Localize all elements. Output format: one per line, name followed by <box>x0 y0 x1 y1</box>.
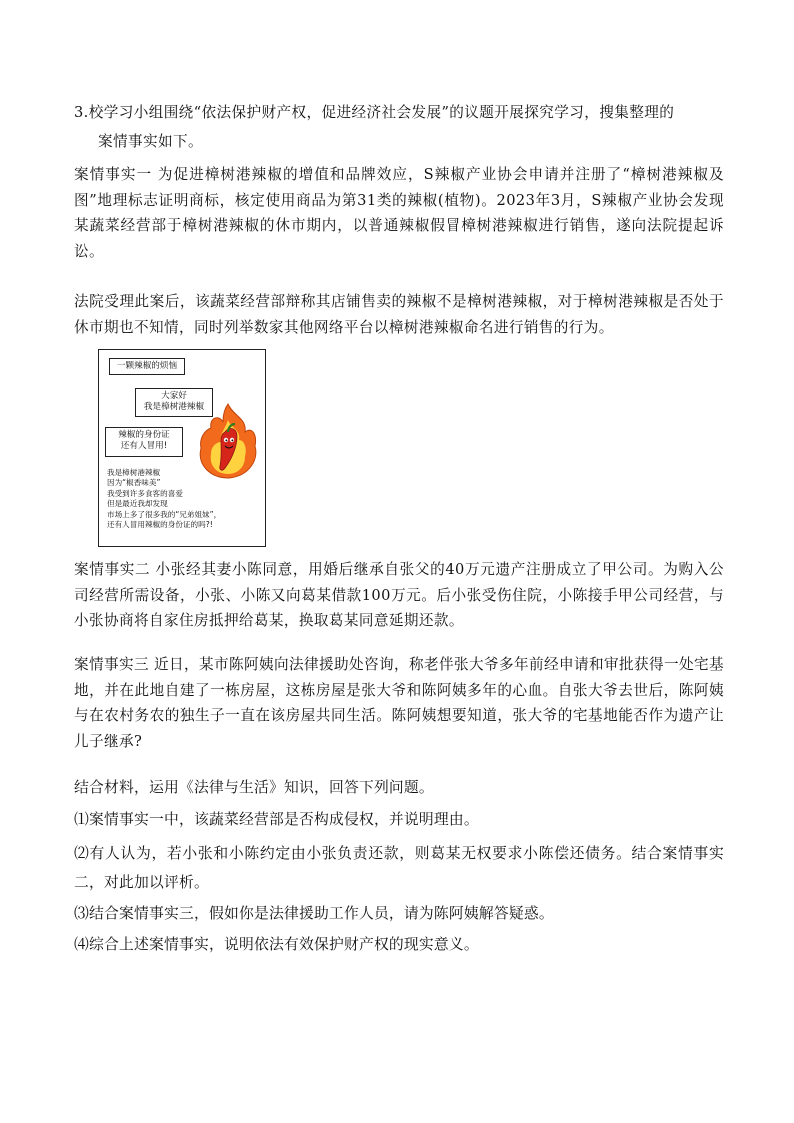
comic-line: 但是最近我却发现 <box>107 499 168 509</box>
question-intro-line1: 3.校学习小组围绕“依法保护财产权，促进经济社会发展”的议题开展探究学习，搜集整理的 <box>74 104 675 121</box>
comic-greeting-line1: 大家好 <box>161 391 187 401</box>
case1-paragraph: 案情事实一 为促进樟树港辣椒的增值和品牌效应，S辣椒产业协会申请并注册了“樟树港辣椒及图”地理标志证明商标，核定使用商品为第31类的辣椒(植物)。2023年3月，S辣椒产业协会发现某蔬菜经营部于樟树港辣椒的休市期内，以普通辣椒假冒樟树港辣椒进行销售，遂向法院提起诉讼。 <box>74 166 724 260</box>
answer-prompt: 结合材料，运用《法律与生活》知识，回答下列问题。 <box>74 779 434 796</box>
question-3: ⑶结合案情事实三，假如你是法律援助工作人员，请为陈阿姨解答疑惑。 <box>74 905 554 922</box>
case1-court-paragraph: 法院受理此案后，该蔬菜经营部辩称其店铺售卖的辣椒不是樟树港辣椒，对于樟树港辣椒是否处于休市期也不知情，同时列举数家其他网络平台以樟树港辣椒命名进行销售的行为。 <box>74 293 724 336</box>
pepper-comic-figure <box>98 349 266 547</box>
question-4: ⑷综合上述案情事实，说明依法有效保护财产权的现实意义。 <box>74 936 479 953</box>
comic-line: 市场上多了很多我的“兄弟姐妹”， <box>107 509 222 519</box>
question-1: ⑴案情事实一中，该蔬菜经营部是否构成侵权，并说明理由。 <box>74 811 479 828</box>
question-intro-line2: 案情事实如下。 <box>98 133 203 150</box>
case3-paragraph: 案情事实三 近日，某市陈阿姨向法律援助处咨询，称老伴张大爷多年前经申请和审批获得一处宅基地，并在此地自建了一栋房屋，这栋房屋是张大爷和陈阿姨多年的心血。自张大爷去世后，陈阿姨与在农村务农的独生子一直在该房屋共同生活。陈阿姨想要知道，张大爷的宅基地能否作为遗产让儿子继承? <box>74 656 724 750</box>
comic-narration <box>107 468 265 530</box>
comic-line: 因为“椒香味美” <box>107 478 161 488</box>
comic-title-bubble <box>109 358 185 375</box>
comic-greeting-line2: 我是樟树港辣椒 <box>143 402 205 412</box>
comic-complaint-line2: 还有人冒用! <box>120 441 168 451</box>
question-2: ⑵有人认为，若小张和小陈约定由小张负责还款，则葛某无权要求小陈偿还债务。结合案情事实二，对此加以评析。 <box>74 845 724 891</box>
comic-line: 我是樟树港辣椒 <box>107 468 161 477</box>
comic-line: 还有人冒用辣椒的身份证的吗?! <box>107 520 213 530</box>
comic-line: 我受到许多食客的喜爱 <box>107 488 183 498</box>
comic-title: 一颗辣椒的烦恼 <box>116 361 178 371</box>
case2-paragraph: 案情事实二 小张经其妻小陈同意，用婚后继承自张父的40万元遗产注册成立了甲公司。为购入公司经营所需设备，小张、小陈又向葛某借款100万元。后小张受伤住院，小陈接手甲公司经营，与小张协商将自家住房抵押给葛某，换取葛某同意延期还款。 <box>74 561 724 629</box>
comic-complaint-line1: 辣椒的身份证 <box>118 430 170 440</box>
comic-complaint-bubble <box>105 427 183 457</box>
